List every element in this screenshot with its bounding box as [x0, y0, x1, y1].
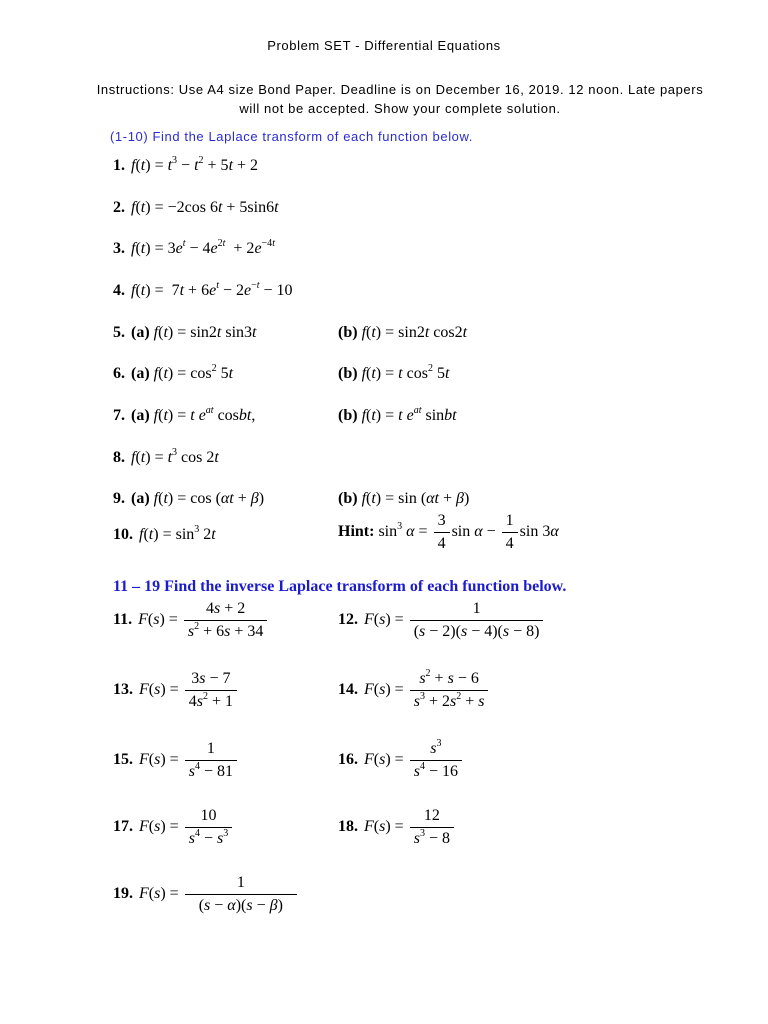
equation: f(t) = sin (αt + β) — [361, 490, 470, 507]
problem-14: 14. F(s) = $\frac{s^2 + s - 6}{s^3 + 2s^2 + s}$ — [338, 670, 490, 711]
section-heading-inverse-laplace: 11 – 19 Find the inverse Laplace transform of each function below. — [113, 578, 567, 595]
equation: f(t) = −2cos 6t + 5sin6t — [131, 199, 279, 216]
problem-8: 8. $f(t) = t^3$ cos 2t — [113, 447, 219, 466]
problem-3: 3. $f(t) = 3e^t - 4e^{2t} + 2e^{-4t}$ — [113, 238, 275, 257]
equation: F(s) = $\frac{s^3}{s^4 - 16}$ — [364, 751, 464, 768]
instructions-line-2: will not be accepted. Show your complete solution. — [239, 101, 561, 116]
section-heading-laplace: (1-10) Find the Laplace transform of each function below. — [110, 129, 473, 144]
hint-equation: $\sin^3 \alpha$ = $\frac{3}{4}$ sin α − $\frac{1}{4}$ sin 3α — [378, 512, 559, 552]
problem-12: 12. F(s) = $\frac{1}{(s - 2)(s - 4)(s - 8)}$ — [338, 600, 545, 641]
problem-13: 13. F(s) = $\frac{3s - 7}{4s^2 + 1}$ — [113, 670, 239, 711]
problem-17: 17. F(s) = $\frac{10}{s^4 - s^3}$ — [113, 807, 234, 848]
instructions-line-1: Instructions: Use A4 size Bond Paper. Deadline is on December 16, 2019. 12 noon. Late papers — [96, 82, 704, 97]
hint: Hint: $\sin^3 \alpha$ = $\frac{3}{4}$ sin α − $\frac{1}{4}$ sin 3α — [338, 512, 559, 552]
equation: F(s) = $\frac{4s + 2}{s^2 + 6s + 34}$ — [138, 611, 269, 628]
problem-15: 15. F(s) = $\frac{1}{s^4 - 81}$ — [113, 740, 239, 781]
problem-7b: (b) f(t) = t $e^{at}$ sinbt — [338, 405, 457, 424]
problem-6a: 6. (a) $f(t) = \cos^2 5t$ — [113, 363, 234, 382]
problem-10: 10. $f(t) = \sin^3 2t$ — [113, 524, 216, 543]
equation: F(s) = $\frac{12}{s^3 - 8}$ — [364, 818, 456, 835]
equation: $f(t) = t^3 - t^2 + 5t + 2$ — [131, 155, 259, 174]
equation: f(t) = sin2t sin3t — [153, 324, 257, 341]
equation: F(s) = $\frac{1}{(s - 2)(s - 4)(s - 8)}$ — [364, 611, 545, 628]
instructions — [90, 80, 710, 118]
problem-18: 18. F(s) = $\frac{12}{s^3 - 8}$ — [338, 807, 456, 848]
equation: f(t) = sin2t cos2t — [361, 324, 468, 341]
problem-16: 16. F(s) = $\frac{s^3}{s^4 - 16}$ — [338, 740, 464, 781]
problem-6b: (b) f(t) = t $\cos^2 5t$ — [338, 363, 450, 382]
problem-11: 11. F(s) = $\frac{4s + 2}{s^2 + 6s + 34}$ — [113, 600, 269, 641]
equation: $f(t) = 7t + 6e^t - 2e^{-t} - 10$ — [131, 280, 293, 299]
problem-19: 19. F(s) = $\frac{1}{(s - \alpha)(s - \beta)}$ — [113, 874, 299, 915]
equation: f(t) = t $e^{at}$ cosbt, — [153, 405, 256, 424]
equation: f(t) = t $\cos^2 5t$ — [361, 363, 450, 382]
problem-4: 4. $f(t) = 7t + 6e^t - 2e^{-t} - 10$ — [113, 280, 293, 299]
problem-9b: (b) f(t) = sin (αt + β) — [338, 490, 470, 507]
equation: $f(t) = t^3$ cos 2t — [131, 447, 219, 466]
equation: f(t) = cos (αt + β) — [153, 490, 265, 507]
equation: F(s) = $\frac{s^2 + s - 6}{s^3 + 2s^2 + s}$ — [364, 681, 490, 698]
problem-2: 2. f(t) = −2cos 6t + 5sin6t — [113, 199, 279, 216]
problem-5b: (b) f(t) = sin2t cos2t — [338, 324, 468, 341]
page-title: Problem SET - Differential Equations — [267, 38, 501, 53]
problem-9a: 9. (a) f(t) = cos (αt + β) — [113, 490, 265, 507]
problem-7a: 7. (a) f(t) = t $e^{at}$ cosbt, — [113, 405, 256, 424]
equation: f(t) = t $e^{at}$ sinbt — [361, 405, 457, 424]
equation: F(s) = $\frac{1}{(s - \alpha)(s - \beta)}$ — [139, 885, 299, 902]
problem-1: 1. $f(t) = t^3 - t^2 + 5t + 2$ — [113, 155, 259, 174]
equation: $f(t) = 3e^t - 4e^{2t} + 2e^{-4t}$ — [131, 238, 275, 257]
equation: $f(t) = \sin^3 2t$ — [139, 524, 216, 543]
equation: $f(t) = \cos^2 5t$ — [153, 363, 234, 382]
equation: F(s) = $\frac{1}{s^4 - 81}$ — [139, 751, 239, 768]
equation: F(s) = $\frac{10}{s^4 - s^3}$ — [139, 818, 234, 835]
equation: F(s) = $\frac{3s - 7}{4s^2 + 1}$ — [139, 681, 239, 698]
problem-5a: 5. (a) f(t) = sin2t sin3t — [113, 324, 257, 341]
